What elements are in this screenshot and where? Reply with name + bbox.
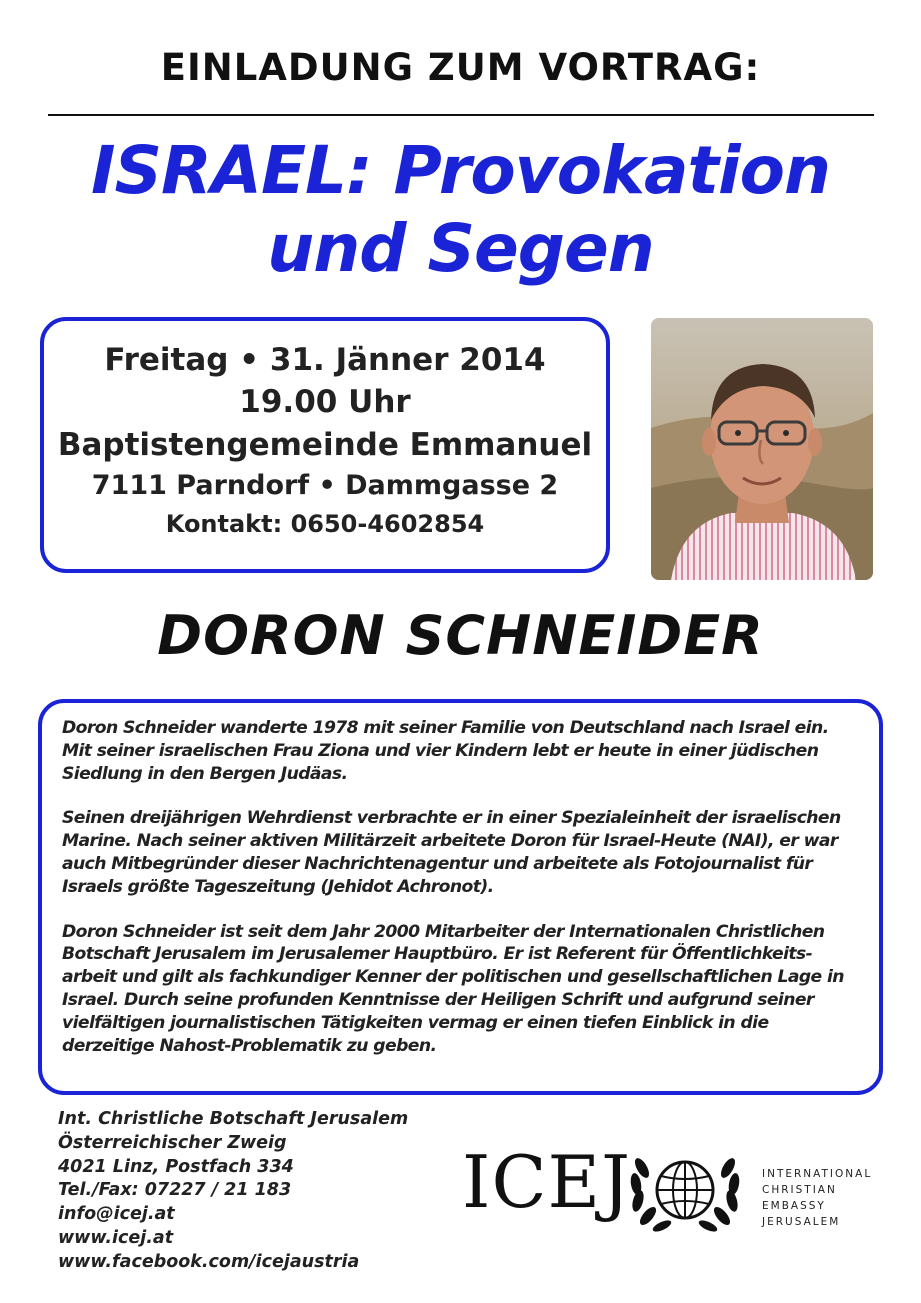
title-line-1: ISRAEL: Provokation	[90, 132, 831, 209]
org-facebook: www.facebook.com/icejaustria	[58, 1251, 360, 1272]
org-address: 4021 Linz, Postfach 334	[58, 1156, 294, 1177]
bio-line: arbeit und gilt als fachkundiger Kenner der politischen und gesellschaftlichen Lage in	[62, 967, 844, 988]
bio-line: vielfältigen journalistischen Tätigkeiten vermag er einen tiefen Einblick in die	[62, 1012, 769, 1033]
bio-line: Mit seiner israelischen Frau Ziona und vier Kindern lebt er heute in einer jüdischen	[62, 740, 819, 761]
org-name: Int. Christliche Botschaft Jerusalem	[58, 1109, 409, 1129]
globe-laurel-icon	[620, 1138, 750, 1238]
event-contact: Kontakt: 0650-4602854	[165, 510, 485, 538]
bio-line: Doron Schneider wanderte 1978 mit seiner Familie von Deutschland nach Israel ein.	[62, 718, 829, 738]
bio-line: Israel. Durch seine profunden Kenntnisse der Heiligen Schrift und aufgrund seiner	[62, 989, 814, 1010]
icej-full-name	[762, 1166, 872, 1230]
event-details-box	[40, 317, 610, 573]
bio-line: Marine. Nach seiner aktiven Militärzeit arbeitete Doron für Israel-Heute (NAI), er war	[62, 831, 838, 852]
event-date: Freitag • 31. Jänner 2014	[104, 342, 546, 378]
bio-paragraph-2	[62, 807, 865, 898]
speaker-name: DORON SCHNEIDER	[157, 604, 764, 667]
event-venue: Baptistengemeinde Emmanuel	[57, 427, 593, 463]
org-phone: Tel./Fax: 07227 / 21 183	[58, 1180, 292, 1201]
speaker-bio-box	[38, 699, 883, 1095]
logo-line: CHRISTIAN	[762, 1184, 837, 1196]
logo-line: JERUSALEM	[762, 1216, 841, 1228]
org-branch: Österreichischer Zweig	[58, 1132, 287, 1153]
event-address: 7111 Parndorf • Dammgasse 2	[91, 470, 559, 501]
bio-paragraph-3	[62, 921, 865, 1058]
bio-line: auch Mitbegründer dieser Nachrichtenagentur und arbeitete als Fotojournalist für	[62, 853, 813, 874]
bio-paragraph-1	[62, 717, 865, 785]
logo-line: INTERNATIONAL	[762, 1168, 873, 1180]
icej-wordmark: ICEJ	[462, 1140, 631, 1224]
org-email: info@icej.at	[58, 1204, 175, 1225]
bio-line: Botschaft Jerusalem im Jerusalemer Hauptbüro. Er ist Referent für Öffentlichkeits-	[62, 944, 813, 965]
event-time: 19.00 Uhr	[239, 384, 411, 420]
heading-divider	[48, 114, 874, 116]
speaker-photo	[651, 318, 873, 580]
title-line-2: und Segen	[267, 210, 654, 287]
logo-line: EMBASSY	[762, 1200, 826, 1212]
bio-line: Seinen dreijährigen Wehrdienst verbrachte er in einer Spezialeinheit der israelischen	[62, 808, 841, 829]
bio-line: Israels größte Tageszeitung (Jehidot Achronot).	[62, 876, 494, 897]
icej-logo	[462, 1138, 892, 1238]
bio-line: Doron Schneider ist seit dem Jahr 2000 Mitarbeiter der Internationalen Christlichen	[62, 921, 825, 942]
bio-line: Siedlung in den Bergen Judäas.	[62, 763, 348, 784]
bio-line: derzeitige Nahost-Problematik zu geben.	[62, 1035, 437, 1056]
event-title	[0, 132, 921, 288]
organization-contact	[58, 1108, 408, 1275]
org-website: www.icej.at	[58, 1227, 174, 1248]
invitation-heading: EINLADUNG ZUM VORTRAG:	[160, 46, 761, 89]
speaker-portrait-image	[651, 318, 873, 580]
